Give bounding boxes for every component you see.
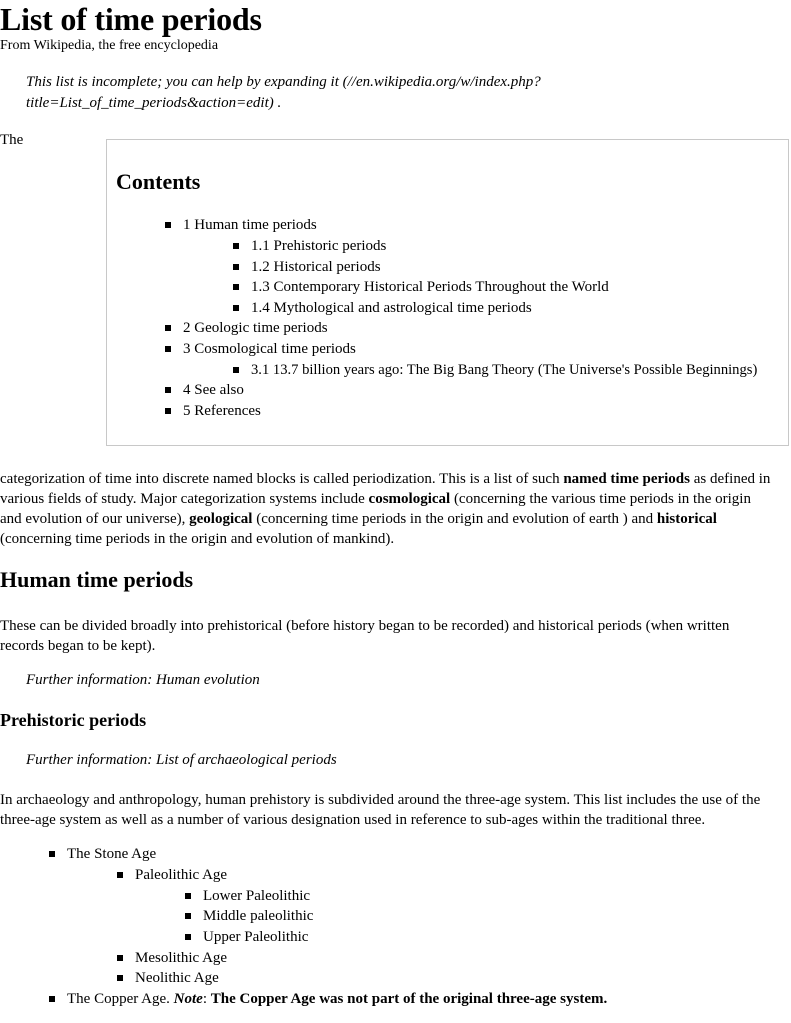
toc-item-see-also[interactable]: 4 See also <box>183 382 244 398</box>
human-paragraph: These can be divided broadly into prehistorical (before history began to be recorded) and historical periods (when written records began to be kept). <box>0 618 730 654</box>
list-item-copper-age: The Copper Age. Note: The Copper Age was not part of the original three-age system. <box>67 991 608 1007</box>
bullet-icon <box>233 367 239 373</box>
bullet-icon <box>233 243 239 249</box>
section-heading-prehistoric-periods: Prehistoric periods <box>0 710 147 730</box>
toc-item-big-bang[interactable]: 3.1 13.7 billion years ago: The Big Bang Theory (The Universe's Possible Beginnings) <box>251 362 758 378</box>
toc-item-mythological-periods[interactable]: 1.4 Mythological and astrological time periods <box>251 300 532 316</box>
list-item-paleolithic-age: Paleolithic Age <box>135 867 228 883</box>
toc-heading: Contents <box>116 169 201 194</box>
bullet-icon <box>165 325 171 331</box>
list-item-stone-age: The Stone Age <box>67 846 157 862</box>
toc-item-prehistoric-periods[interactable]: 1.1 Prehistoric periods <box>251 238 387 254</box>
list-item-neolithic-age: Neolithic Age <box>135 970 219 986</box>
page-title: List of time periods <box>0 1 262 37</box>
bullet-icon <box>49 996 55 1002</box>
list-item-middle-paleolithic: Middle paleolithic <box>203 908 314 924</box>
bullet-icon <box>233 305 239 311</box>
toc-item-historical-periods[interactable]: 1.2 Historical periods <box>251 259 381 275</box>
prehistoric-paragraph: In archaeology and anthropology, human prehistory is subdivided around the three-age system. This list includes the use of the three-age system as well as a number of various designation used in reference to sub-ages within the traditional three. <box>0 792 761 828</box>
bullet-icon <box>165 408 171 414</box>
further-info-human-evolution[interactable]: Further information: Human evolution <box>26 672 260 688</box>
bullet-icon <box>165 346 171 352</box>
bullet-icon <box>185 913 191 919</box>
bullet-icon <box>165 387 171 393</box>
hatnote-line-2: title=List_of_time_periods&action=edit) . <box>26 95 282 111</box>
list-item-upper-paleolithic: Upper Paleolithic <box>203 929 309 945</box>
bullet-icon <box>117 975 123 981</box>
bullet-icon <box>117 872 123 878</box>
page-subtitle: From Wikipedia, the free encyclopedia <box>0 38 219 53</box>
bullet-icon <box>165 222 171 228</box>
bullet-icon <box>185 893 191 899</box>
hatnote-line-1: This list is incomplete; you can help by expanding it (//en.wikipedia.org/w/index.php? <box>26 74 541 90</box>
toc-item-geologic-periods[interactable]: 2 Geologic time periods <box>183 320 328 336</box>
intro-paragraph: categorization of time into discrete named blocks is called periodization. This is a list of such named time periods as defined in various fields of study. Major categorization systems include cosmological (concerning the various time periods in the origin and evolution of our universe), geological (concerning time periods in the origin and evolution of earth ) and historical (concerning time periods in the origin and evolution of mankind). <box>0 471 771 547</box>
list-item-lower-paleolithic: Lower Paleolithic <box>203 888 311 904</box>
toc-item-cosmological-periods[interactable]: 3 Cosmological time periods <box>183 341 356 357</box>
section-heading-human-time-periods: Human time periods <box>0 567 194 592</box>
bullet-icon <box>233 264 239 270</box>
bullet-icon <box>49 851 55 857</box>
bullet-icon <box>233 284 239 290</box>
list-item-mesolithic-age: Mesolithic Age <box>135 950 228 966</box>
toc-item-human-time-periods[interactable]: 1 Human time periods <box>183 217 317 233</box>
toc-item-references[interactable]: 5 References <box>183 403 261 419</box>
intro-first-word: The <box>0 132 24 148</box>
further-info-archaeological-periods[interactable]: Further information: List of archaeological periods <box>26 752 337 768</box>
bullet-icon <box>117 955 123 961</box>
toc-item-contemporary-periods[interactable]: 1.3 Contemporary Historical Periods Throughout the World <box>251 279 609 295</box>
bullet-icon <box>185 934 191 940</box>
